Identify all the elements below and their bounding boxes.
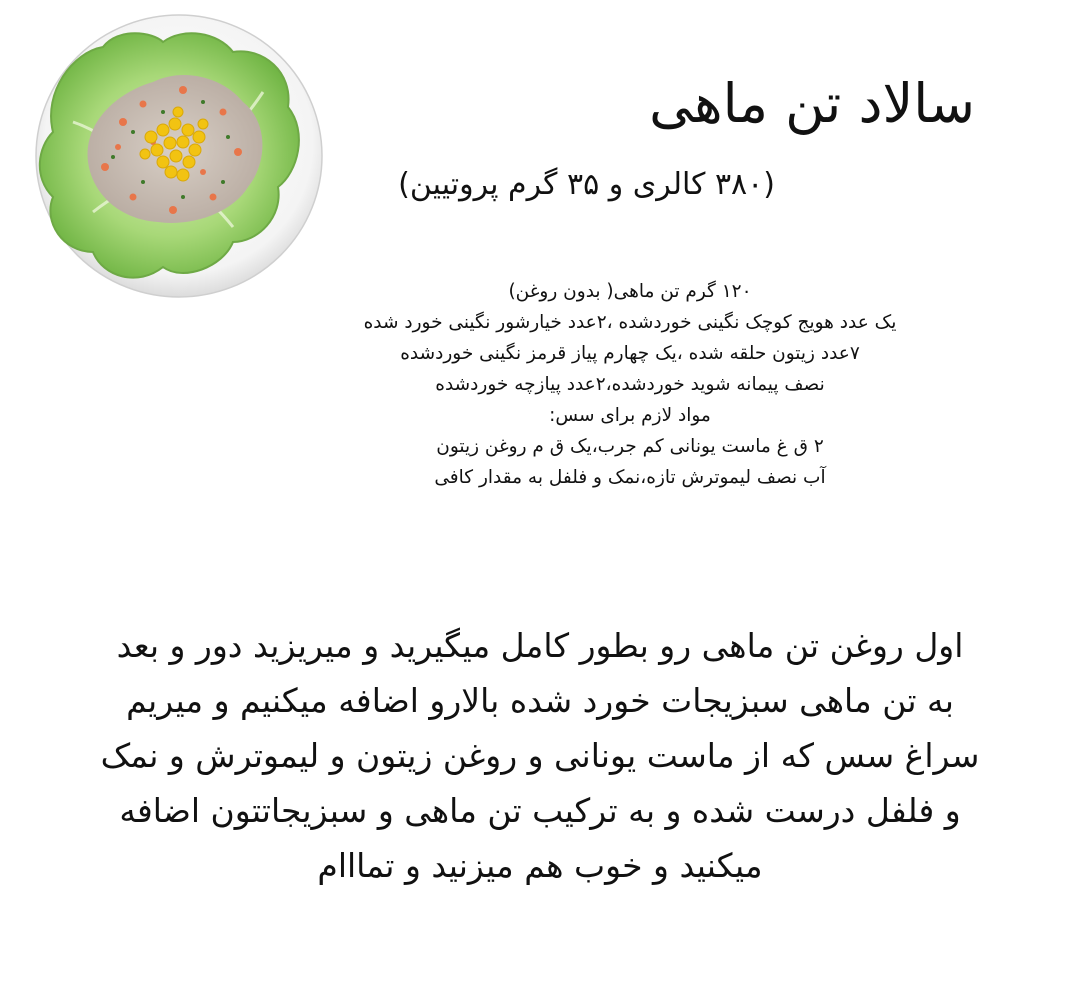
instruction-line: میکنید و خوب هم میزنید و تمااام: [317, 846, 763, 885]
instruction-line: و فلفل درست شده و به ترکیب تن ماهی و سبزیجاتتون اضافه: [119, 791, 961, 830]
ingredient-line: ۷عدد زیتون حلقه شده ،یک چهارم پیاز قرمز نگینی خوردشده: [400, 343, 860, 364]
ingredient-line: ۲ ق غ ماست یونانی کم جرب،یک ق م روغن زیتون: [436, 436, 824, 457]
recipe-title: سالاد تن ماهی: [649, 72, 975, 135]
sauce-heading: مواد لازم برای سس:: [549, 405, 711, 426]
ingredient-line: ۱۲۰ گرم تن ماهی( بدون روغن): [508, 281, 752, 302]
instruction-line: سراغ سس که از ماست یونانی و روغن زیتون و لیموترش و نمک: [100, 736, 980, 775]
ingredient-line: یک عدد هویج کوچک نگینی خوردشده ،۲عدد خیارشور نگینی خورد شده: [363, 312, 897, 333]
ingredient-line: نصف پیمانه شوید خوردشده،۲عدد پیازچه خوردشده: [435, 374, 825, 395]
ingredient-line: آب نصف لیموترش تازه،نمک و فلفل به مقدار کافی: [434, 467, 826, 488]
instructions-paragraph: [70, 618, 1010, 893]
instruction-line: به تن ماهی سبزیجات خورد شده بالارو اضافه میکنیم و میریم: [126, 681, 954, 720]
tuna-salad-photo: [33, 12, 325, 300]
recipe-nutrition-subtitle: (۳۸۰ کالری و ۳۵ گرم پروتیین): [398, 167, 775, 202]
instruction-line: اول روغن تن ماهی رو بطور کامل میگیرید و میریزید دور و بعد: [116, 626, 964, 665]
ingredients-list: [300, 276, 960, 493]
